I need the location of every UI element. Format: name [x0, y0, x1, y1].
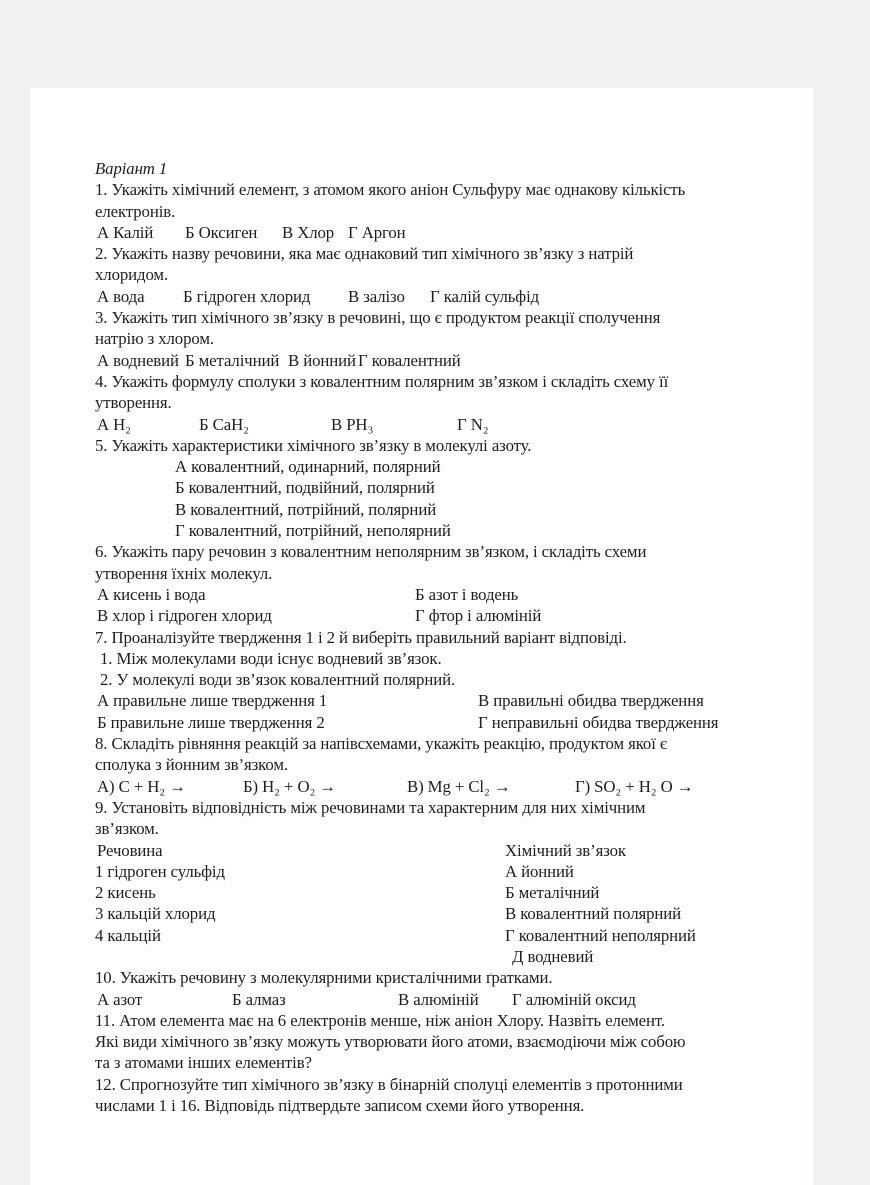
q7-option-a: А правильне лише твердження 1: [97, 691, 328, 711]
q6-option-v: В хлор і гідроген хлорид: [97, 606, 272, 626]
q9-match-row-4: [95, 925, 795, 946]
q11-line-1: 11. Атом елемента має на 6 електронів менше, ніж аніон Хлору. Назвіть елемент.: [95, 1010, 665, 1030]
q4-option-b: Б CaH₂: [199, 414, 249, 434]
q7-option-b: Б правильне лише твердження 2: [97, 712, 325, 732]
q6-line-2: утворення їхніх молекул.: [95, 563, 273, 583]
q2-line-1: 2. Укажіть назву речовини, яка має однаковий тип хімічного зв’язку з натрій: [95, 244, 634, 264]
q9-answer-a: А йонний: [505, 861, 574, 881]
q9-match-row-5: [95, 946, 795, 967]
q9-match-row-2: [95, 882, 795, 903]
q10-option-b: Б алмаз: [232, 989, 286, 1009]
q2-option-b: Б гідроген хлорид: [183, 286, 311, 306]
q1-option-a: А Калій: [97, 222, 154, 242]
q10-option-v: В алюміній: [398, 989, 479, 1009]
q4-options-row: [95, 414, 795, 435]
q3-options-row: [95, 350, 795, 371]
q6-option-g: Г фтор і алюміній: [415, 606, 542, 626]
q5-option-v: В ковалентний, потрійний, полярний: [175, 499, 437, 519]
q9-item-1: 1 гідроген сульфід: [95, 861, 225, 881]
q7-statement-1: 1. Між молекулами води існує водневий зв’язок.: [100, 648, 442, 668]
variant-title: Варіант 1: [95, 159, 168, 178]
q2-line-2: хлоридом.: [95, 265, 169, 285]
q3-line-1: 3. Укажіть тип хімічного зв’язку в речовині, що є продуктом реакції сполучення: [95, 308, 661, 328]
q8-line-2: сполука з йонним зв’язком.: [95, 755, 288, 775]
q3-option-g: Г ковалентний: [358, 350, 461, 370]
q9-left-header: Речовина: [97, 840, 163, 860]
q8-option-v: В) Mg + Cl₂ →: [407, 776, 511, 796]
q5-option-b: Б ковалентний, подвійний, полярний: [175, 478, 435, 498]
document-text: [95, 158, 795, 1116]
q7-statement-2: 2. У молекулі води зв’язок ковалентний полярний.: [100, 670, 456, 690]
q10-option-g: Г алюміній оксид: [512, 989, 636, 1009]
q6-option-b: Б азот і водень: [415, 584, 519, 604]
q1-option-v: В Хлор: [282, 222, 335, 242]
q7-options-row-2: [95, 712, 795, 733]
q9-line-1: 9. Установіть відповідність між речовинами та характерним для них хімічним: [95, 797, 646, 817]
q12-line-2: числами 1 і 16. Відповідь підтвердьте записом схеми його утворення.: [95, 1096, 585, 1116]
q9-header-row: [95, 840, 795, 861]
q1-options-row: [95, 222, 795, 243]
q3-line-2: натрію з хлором.: [95, 329, 214, 349]
q8-line-1: 8. Складіть рівняння реакцій за напівсхемами, укажіть реакцію, продуктом якої є: [95, 734, 667, 754]
q5-option-g: Г ковалентний, потрійний, неполярний: [175, 521, 451, 541]
q7-line-1: 7. Проаналізуйте твердження 1 і 2 й виберіть правильний варіант відповіді.: [95, 627, 627, 647]
q5-line-1: 5. Укажіть характеристики хімічного зв’язку в молекулі азоту.: [95, 435, 532, 455]
q9-match-row-1: [95, 861, 795, 882]
q9-item-2: 2 кисень: [95, 883, 156, 903]
q1-option-g: Г Аргон: [348, 222, 406, 242]
q7-option-g: Г неправильні обидва твердження: [478, 712, 719, 732]
q3-option-a: А водневий: [97, 350, 179, 370]
q8-options-row: [95, 776, 795, 797]
q8-option-b: Б) H₂ + O₂ →: [243, 776, 336, 796]
q10-options-row: [95, 989, 795, 1010]
q4-line-2: утворення.: [95, 393, 172, 413]
q1-option-b: Б Оксиген: [185, 222, 258, 242]
q9-answer-d: Д водневий: [512, 946, 594, 966]
q9-answer-b: Б металічний: [505, 883, 600, 903]
q9-line-2: зв’язком.: [95, 819, 159, 839]
q1-line-2: електронів.: [95, 201, 176, 221]
q3-option-b: Б металічний: [185, 350, 280, 370]
q4-option-v: В PH₃: [331, 414, 374, 434]
q6-option-a: А кисень і вода: [97, 584, 206, 604]
q6-options-row-2: [95, 605, 795, 626]
q9-right-header: Хімічний зв’язок: [505, 840, 626, 860]
q7-option-v: В правильні обидва твердження: [478, 691, 704, 711]
q2-option-a: А вода: [97, 286, 145, 306]
document-page: [30, 88, 813, 1185]
q9-item-3: 3 кальцій хлорид: [95, 904, 216, 924]
q11-line-2: Які види хімічного зв’язку можуть утворювати його атоми, взаємодіючи між собою: [95, 1032, 686, 1052]
q9-answer-g: Г ковалентний неполярний: [505, 925, 696, 945]
q4-option-a: А H₂: [97, 414, 131, 434]
q9-item-4: 4 кальцій: [95, 925, 161, 945]
q12-line-1: 12. Спрогнозуйте тип хімічного зв’язку в бінарній сполуці елементів з протонними: [95, 1074, 683, 1094]
q3-option-v: В йонний: [288, 350, 356, 370]
q9-answer-v: В ковалентний полярний: [505, 904, 682, 924]
q7-options-row-1: [95, 690, 795, 711]
q8-option-a: А) C + H₂ →: [97, 776, 186, 796]
q11-line-3: та з атомами інших елементів?: [95, 1053, 312, 1073]
q6-options-row-1: [95, 584, 795, 605]
q8-option-g: Г) SO₂ + H₂ O →: [575, 776, 694, 796]
q5-option-a: А ковалентний, одинарний, полярний: [175, 457, 441, 477]
q2-option-v: В залізо: [348, 286, 405, 306]
q4-option-g: Г N₂: [457, 414, 489, 434]
q9-match-row-3: [95, 903, 795, 924]
q4-line-1: 4. Укажіть формулу сполуки з ковалентним полярним зв’язком і складіть схему її: [95, 371, 669, 391]
q10-line-1: 10. Укажіть речовину з молекулярними кристалічними ґратками.: [95, 968, 553, 988]
q10-option-a: А азот: [97, 989, 143, 1009]
q1-line-1: 1. Укажіть хімічний елемент, з атомом якого аніон Сульфуру має однакову кількість: [95, 180, 686, 200]
q2-options-row: [95, 286, 795, 307]
q2-option-g: Г калій сульфід: [430, 286, 540, 306]
q6-line-1: 6. Укажіть пару речовин з ковалентним неполярним зв’язком, і складіть схеми: [95, 542, 647, 562]
